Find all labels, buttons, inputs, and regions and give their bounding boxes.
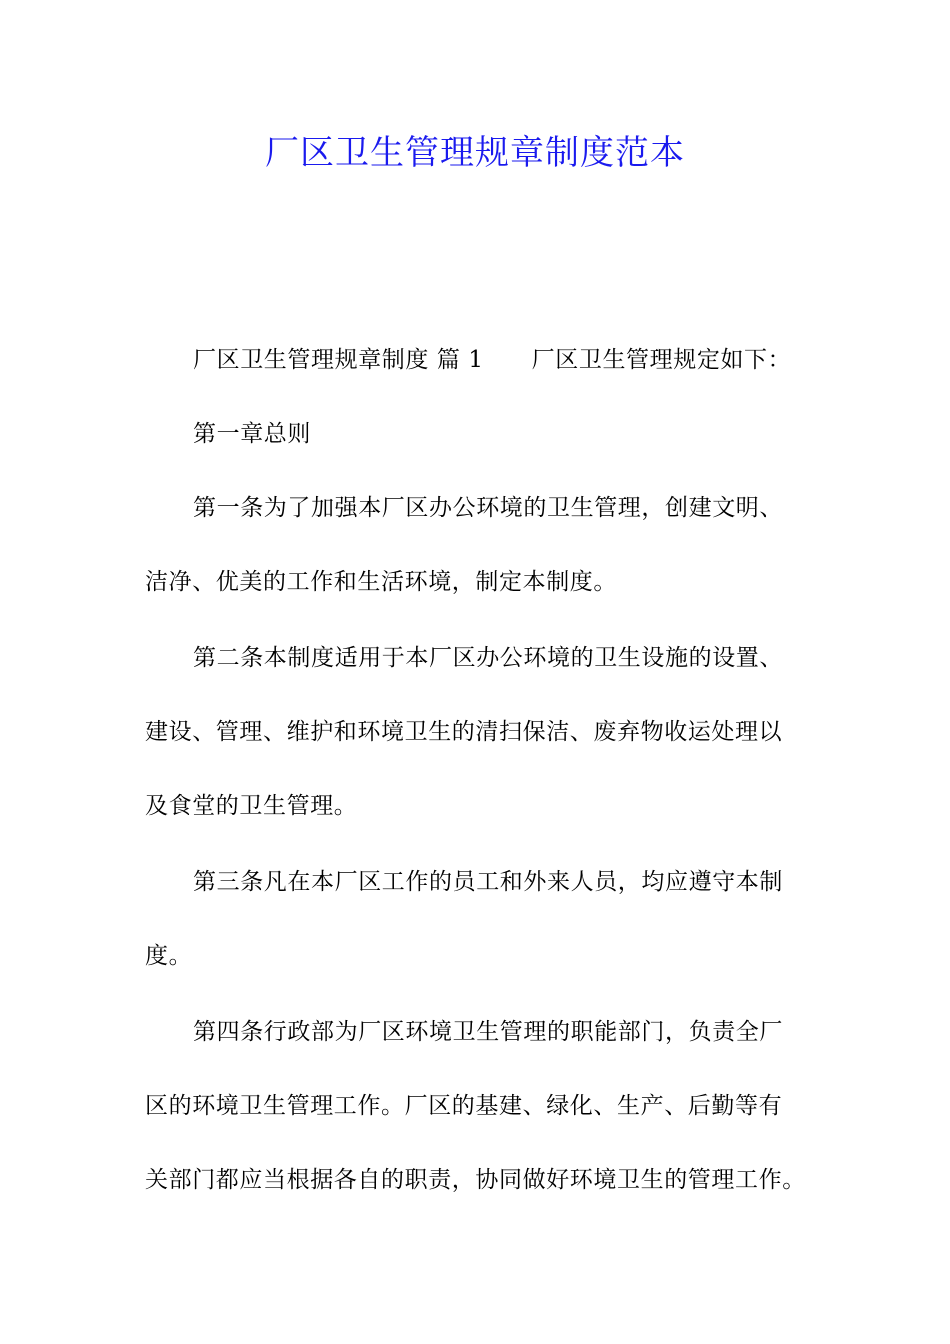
paragraph-line: 第三条凡在本厂区工作的员工和外来人员，均应遵守本制 [193,869,783,895]
paragraph-line: 区的环境卫生管理工作。厂区的基建、绿化、生产、后勤等有 [145,1093,783,1119]
intro-line [193,340,863,380]
paragraph-line: 第一条为了加强本厂区办公环境的卫生管理，创建文明、 [193,495,783,521]
chapter-heading: 第一章总则 [193,421,311,447]
intro-text: 厂区卫生管理规定如下： [531,347,792,373]
paragraph-line: 及食堂的卫生管理。 [145,793,358,819]
paragraph-line: 第二条本制度适用于本厂区办公环境的卫生设施的设置、 [193,645,783,671]
document-title: 厂区卫生管理规章制度范本 [265,133,685,173]
paragraph-line: 洁净、优美的工作和生活环境，制定本制度。 [145,569,617,595]
paragraph-line: 建设、管理、维护和环境卫生的清扫保洁、废弃物收运处理以 [145,719,783,745]
paragraph-line: 度。 [145,943,193,969]
paragraph-line: 第四条行政部为厂区环境卫生管理的职能部门，负责全厂 [193,1019,783,1045]
paragraph-line: 关部门都应当根据各自的职责，协同做好环境卫生的管理工作。 [145,1167,806,1193]
section-heading: 厂区卫生管理规章制度 篇 1 [193,347,484,373]
